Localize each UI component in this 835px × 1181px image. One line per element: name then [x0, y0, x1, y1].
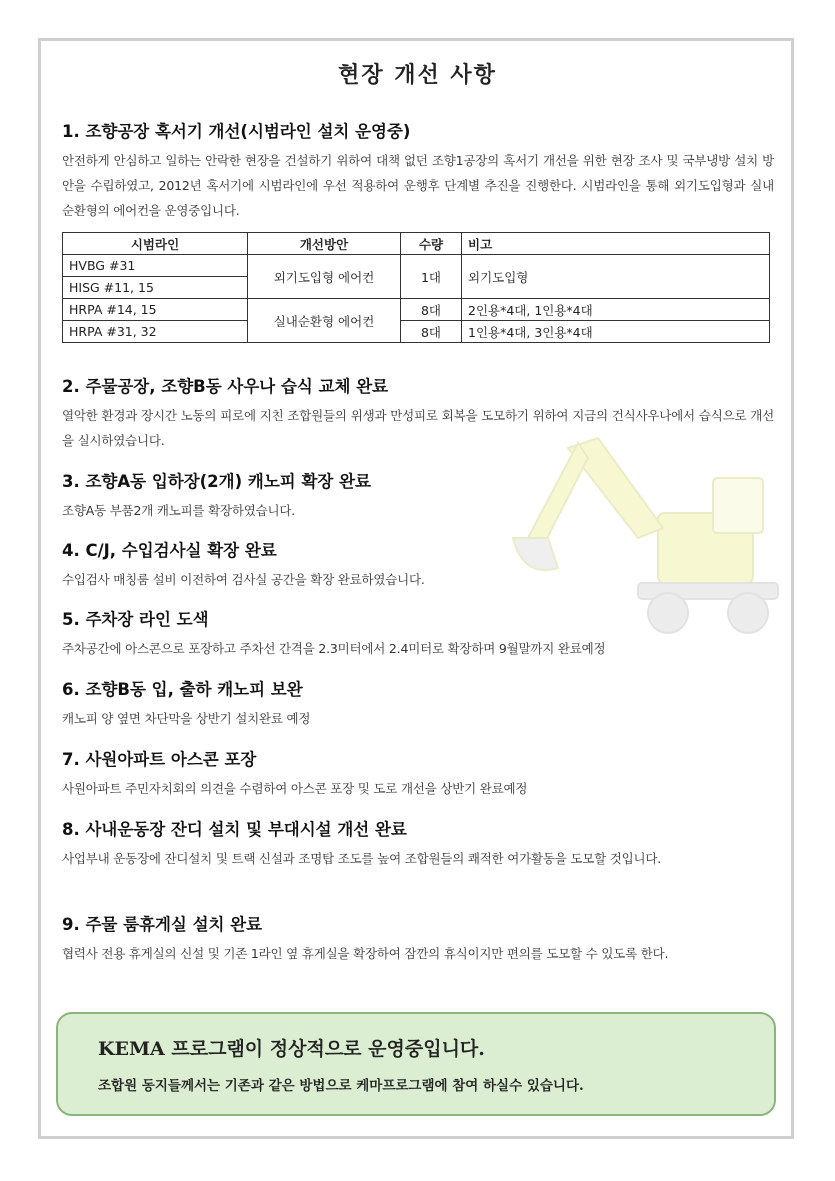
section-3 — [62, 470, 774, 523]
table-header: 개선방안 — [248, 233, 401, 255]
table-row — [63, 255, 770, 277]
table-cell-line: HRPA #31, 32 — [63, 321, 248, 343]
section-7 — [62, 748, 774, 801]
section-body: 조향A동 부품2개 캐노피를 확장하였습니다. — [62, 503, 296, 518]
table-cell-qty: 8대 — [401, 321, 462, 343]
section-8 — [62, 818, 774, 871]
page-title: 현장 개선 사항 — [338, 63, 497, 88]
kema-notice-box — [56, 1012, 776, 1116]
section-5 — [62, 608, 774, 661]
section-9 — [62, 913, 774, 966]
table-cell-note: 2인용*4대, 1인용*4대 — [462, 299, 770, 321]
section-heading: 1. 조향공장 혹서기 개선(시범라인 설치 운영중) — [62, 122, 411, 141]
table-header-row — [63, 233, 770, 255]
section-heading: 6. 조향B동 입, 출하 캐노피 보완 — [62, 680, 303, 699]
section-body: 수입검사 매칭룸 설비 이전하여 검사실 공간을 확장 완료하였습니다. — [62, 572, 425, 587]
section-heading: 4. C/J, 수입검사실 확장 완료 — [62, 541, 277, 560]
table-header: 비고 — [462, 233, 770, 255]
section-heading: 5. 주차장 라인 도색 — [62, 610, 209, 629]
section-2 — [62, 375, 774, 453]
section-heading: 7. 사원아파트 아스콘 포장 — [62, 750, 257, 769]
improvement-table — [62, 232, 770, 343]
section-body: 사원아파트 주민자치회의 의견을 수렴하여 아스콘 포장 및 도로 개선을 상반기 완료예정 — [62, 781, 528, 796]
table-cell-note: 외기도입형 — [462, 255, 770, 299]
section-heading: 9. 주물 룸휴게실 설치 완료 — [62, 915, 263, 934]
section-body: 캐노피 양 옆면 차단막을 상반기 설치완료 예정 — [62, 711, 311, 726]
section-1 — [62, 120, 774, 223]
table-cell-line: HRPA #14, 15 — [63, 299, 248, 321]
table-row — [63, 299, 770, 321]
table-cell-method: 실내순환형 에어컨 — [248, 299, 401, 343]
table-cell-qty: 8대 — [401, 299, 462, 321]
section-heading: 8. 사내운동장 잔디 설치 및 부대시설 개선 완료 — [62, 820, 407, 839]
section-body: 주차공간에 아스콘으로 포장하고 주차선 간격을 2.3미터에서 2.4미터로 확장하며 9월말까지 완료예정 — [62, 641, 606, 656]
section-4 — [62, 539, 774, 592]
table-cell-qty: 1대 — [401, 255, 462, 299]
section-body: 협력사 전용 휴게실의 신설 및 기존 1라인 옆 휴게실을 확장하여 잠깐의 휴식이지만 편의를 도모할 수 있도록 한다. — [62, 946, 669, 961]
table-header: 시범라인 — [63, 233, 248, 255]
table-header: 수량 — [401, 233, 462, 255]
table-row — [63, 321, 770, 343]
section-heading: 3. 조향A동 입하장(2개) 캐노피 확장 완료 — [62, 472, 371, 491]
section-body: 안전하게 안심하고 일하는 안락한 현장을 건설하기 위하여 대책 없던 조향1공장의 혹서기 개선을 위한 현장 조사 및 국부냉방 설치 방안을 수립하였고, 2012년 혹서기에 시범라인에 우선 적용하여 운행후 단계별 추진을 진행한다. 시범라인을 통해 외기도입형과 실내 순환형의 에어컨을 운영중입니다. — [62, 153, 774, 218]
table-cell-method: 외기도입형 에어컨 — [248, 255, 401, 299]
table-cell-note: 1인용*4대, 3인용*4대 — [462, 321, 770, 343]
table-cell-line: HISG #11, 15 — [63, 277, 248, 299]
kema-notice-main: KEMA 프로그램이 정상적으로 운영중입니다. — [98, 1038, 485, 1060]
section-body: 열악한 환경과 장시간 노동의 피로에 지친 조합원들의 위생과 만성피로 회복을 도모하기 위하여 지금의 건식사우나에서 습식으로 개선을 실시하였습니다. — [62, 408, 774, 448]
section-heading: 2. 주물공장, 조향B동 사우나 습식 교체 완료 — [62, 377, 389, 396]
kema-notice-sub: 조합원 동지들께서는 기존과 같은 방법으로 케마프로그램에 참여 하실수 있습니다. — [98, 1078, 584, 1094]
section-6 — [62, 678, 774, 731]
section-body: 사업부내 운동장에 잔디설치 및 트랙 신설과 조명탑 조도를 높여 조합원들의 쾌적한 여가활동을 도모할 것입니다. — [62, 851, 662, 866]
table-cell-line: HVBG #31 — [63, 255, 248, 277]
